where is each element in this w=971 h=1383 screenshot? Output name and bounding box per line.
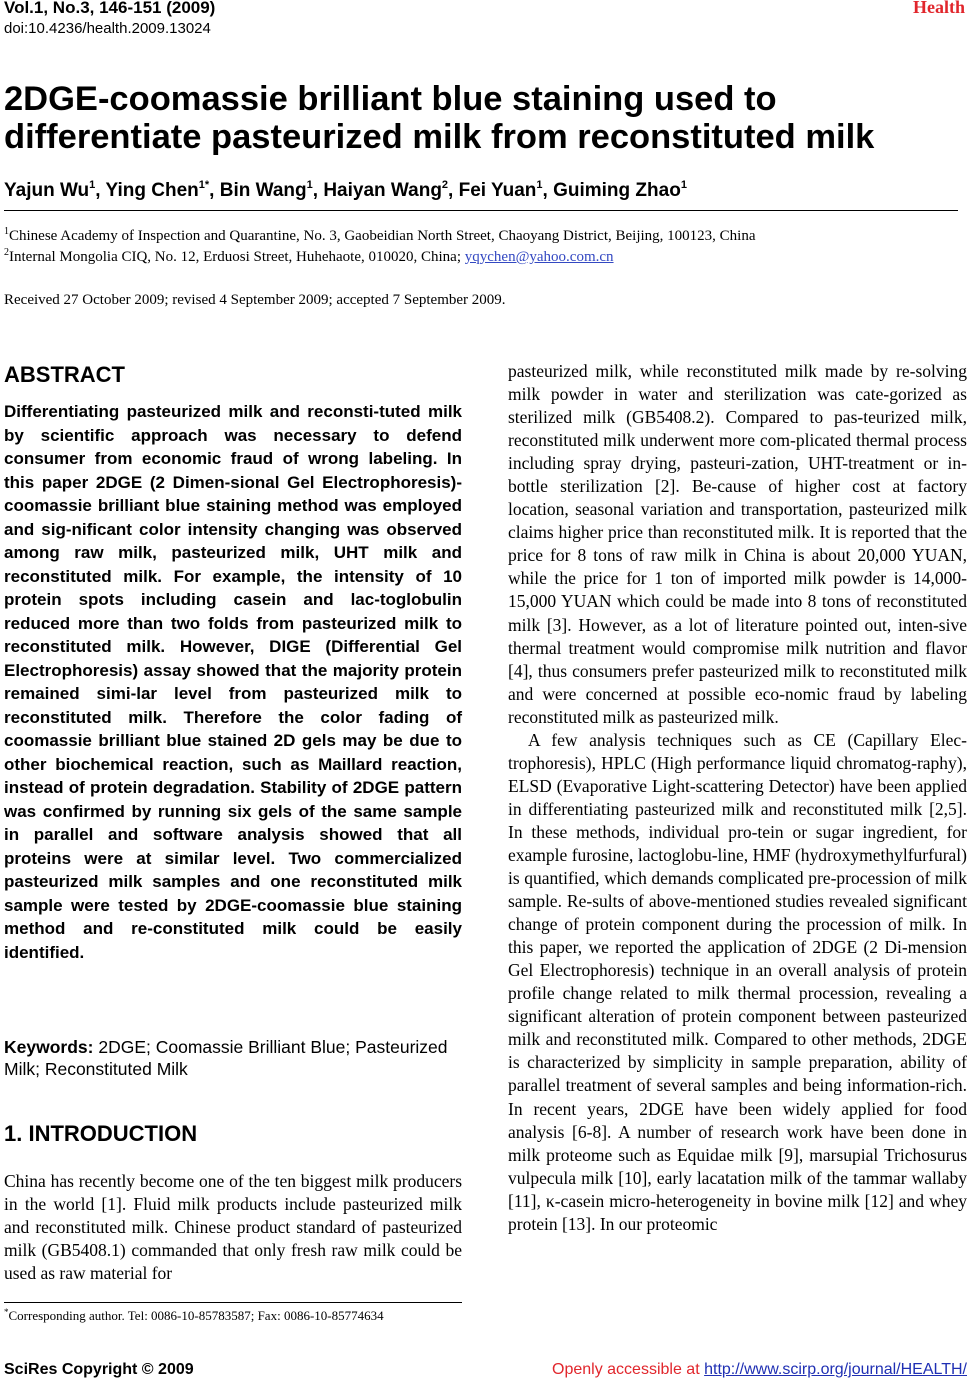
author-list: Yajun Wu$^1$, Ying Chen$^{1*}$, Bin Wang$^1$, Haiyan Wang$^2$, Fei Yuan$^1$, Guiming Zhao$^1$: [4, 179, 687, 201]
introduction-paragraph: China has recently become one of the ten biggest milk producers in the world [1]. Fluid milk products include pasteurized milk and reconstituted milk. Chinese product standard of pasteurized milk (GB5408.1) commanded that only fresh raw milk could be used as raw material for: [4, 1171, 462, 1283]
open-access-notice: [552, 1361, 967, 1379]
affiliation-mark: 1: [4, 226, 9, 237]
introduction-paragraph: pasteurized milk, while reconstituted milk made by re-solving milk powder in water and sterilization was cate-gorized as sterilized milk (GB5408.2). Compared to pas-teurized milk, reconstituted milk underwent more com-plicated thermal process including spray drying, pasteuri-zation, UHT-treatment or in-bottle sterilization [2]. Be-cause of higher cost at factory location, seasonal variation and transportation, pasteurized milk claims higher price than reconstituted milk. It is reported that the price for 8 tons of raw milk in China is about 20,000 YUAN, while the price for 1 ton of imported milk powder is 14,000-15,000 YUAN which could be made into 8 tons of reconstituted milk [3]. However, as a lot of literature pointed out, inten-sive thermal treatment would compromise milk nutrition and flavor [4], thus consumers prefer pasteurized milk to reconstituted milk and were concerned at possible eco-nomic fraud by labeling reconstituted milk as pasteurized milk.: [508, 361, 967, 727]
affiliation-text: Internal Mongolia CIQ, No. 12, Erduosi Street, Huhehaote, 010020, China;: [9, 249, 465, 265]
email-link[interactable]: yqychen@yahoo.com.cn: [464, 249, 614, 265]
access-label: Openly accessible at: [552, 1361, 705, 1378]
right-column: [508, 360, 967, 1236]
keywords-label: Keywords:: [4, 1037, 94, 1057]
affiliation-mark: 2: [441, 179, 449, 191]
header-divider: [4, 210, 958, 211]
introduction-paragraph: A few analysis techniques such as CE (Capillary Elec-trophoresis), HPLC (High performance liquid chromatog-raphy), ELSD (Evaporative Light-scattering Detector) have been applied in differentiating pasteurized milk and reconstituted milk [2,5]. In these methods, individual pro-tein or sugar ingredient, for example furosine, lactoglobu-line, HMF (hydroxymethylfurfural) is quantified, which demands complicated pre-procession of milk sample. Re-sults of above-mentioned studies revealed significant change of protein component during the procession of milk. In this paper, we reported the application of 2DGE (2 Di-mension Gel Electrophoresis) technique in an overall analysis of protein profile change related to milk thermal procession, revealing a significant alteration of protein component between pasteurized milk and reconstituted milk. Compared to other methods, 2DGE is characterized by simplicity in sample preparation, ability of parallel treatment of several samples and being information-rich. In recent years, 2DGE have been widely applied for food analysis [6-8]. A number of research work have been done in milk proteome such as Equidae milk [9], marsupial Trichosurus vulpecula milk [10], early lacatation milk of the tammar wallaby [11], κ-casein micro-heterogeneity in bovine milk [12] and whey protein [13]. In our proteomic: [508, 729, 967, 1234]
affiliations: [4, 226, 756, 268]
affiliation-mark: 1: [536, 179, 543, 191]
paper-title: 2DGE-coomassie brilliant blue staining used to differentiate pasteurized milk from reconstituted milk: [4, 80, 875, 156]
affiliation-mark: 1: [89, 179, 96, 191]
copyright: SciRes Copyright © 2009: [4, 1361, 194, 1378]
journal-url-link[interactable]: http://www.scirp.org/journal/HEALTH/: [704, 1361, 967, 1378]
footnote-divider: [4, 1302, 462, 1303]
keywords-list: 2DGE; Coomassie Brilliant Blue; Pasteurized Milk; Reconstituted Milk: [4, 1037, 448, 1079]
affiliation-line: [4, 226, 756, 247]
affiliation-mark: 1*: [198, 179, 210, 191]
doi: doi:10.4236/health.2009.13024: [4, 20, 211, 37]
author-name: Ying Chen: [105, 180, 199, 201]
footnote-mark: *: [4, 1307, 9, 1317]
affiliation-mark: 2: [4, 247, 9, 258]
footnote: [4, 1308, 384, 1324]
affiliation-mark: 1: [306, 179, 313, 191]
received-dates: Received 27 October 2009; revised 4 September 2009; accepted 7 September 2009.: [4, 292, 506, 308]
author-name: Yajun Wu: [4, 180, 90, 201]
journal-name: Health: [913, 0, 965, 17]
affiliation-line: [4, 247, 756, 268]
author-name: Guiming Zhao: [553, 180, 681, 201]
introduction-heading: 1. INTRODUCTION: [4, 1121, 198, 1146]
affiliation-text: Chinese Academy of Inspection and Quarantine, No. 3, Gaobeidian North Street, Chaoyang District, Beijing, 100123, China: [9, 228, 756, 244]
footnote-text: Corresponding author. Tel: 0086-10-85783587; Fax: 0086-10-85774634: [8, 1308, 384, 1323]
author-name: Bin Wang: [219, 180, 307, 201]
author-name: Haiyan Wang: [323, 180, 442, 201]
keywords: [4, 1036, 462, 1080]
abstract-text: Differentiating pasteurized milk and reconsti-tuted milk by scientific approach was necessary to defend consumer from economic fraud of wrong labeling. In this paper 2DGE (2 Dimen-sional Gel Electrophoresis)-coomassie brilliant blue staining method was employed and sig-nificant color intensity changing was observed among raw milk, pasteurized milk, UHT milk and reconstituted milk. For example, the intensity of 10 protein spots including casein and lac-toglobulin reduced more than two folds from pasteurized milk to reconstituted milk. However, DIGE (Differential Gel Electrophoresis) assay showed that the majority protein remained simi-lar level from pasteurized milk to reconstituted milk. Therefore the color fading of coomassie brilliant blue stained 2D gels may be due to other biochemical reaction, such as Maillard reaction, instead of protein degradation. Stability of 2DGE pattern was confirmed by running six gels of the same sample in parallel and software analysis showed that all proteins were at similar level. Two commercialized pasteurized milk samples and one reconstituted milk sample were tested by 2DGE-coomassie blue staining method and re-constituted milk could be easily identified.: [4, 402, 462, 962]
author-name: Fei Yuan: [458, 180, 537, 201]
volume-info: Vol.1, No.3, 146-151 (2009): [4, 0, 216, 17]
abstract-heading: ABSTRACT: [4, 362, 125, 387]
affiliation-mark: 1: [680, 179, 687, 191]
